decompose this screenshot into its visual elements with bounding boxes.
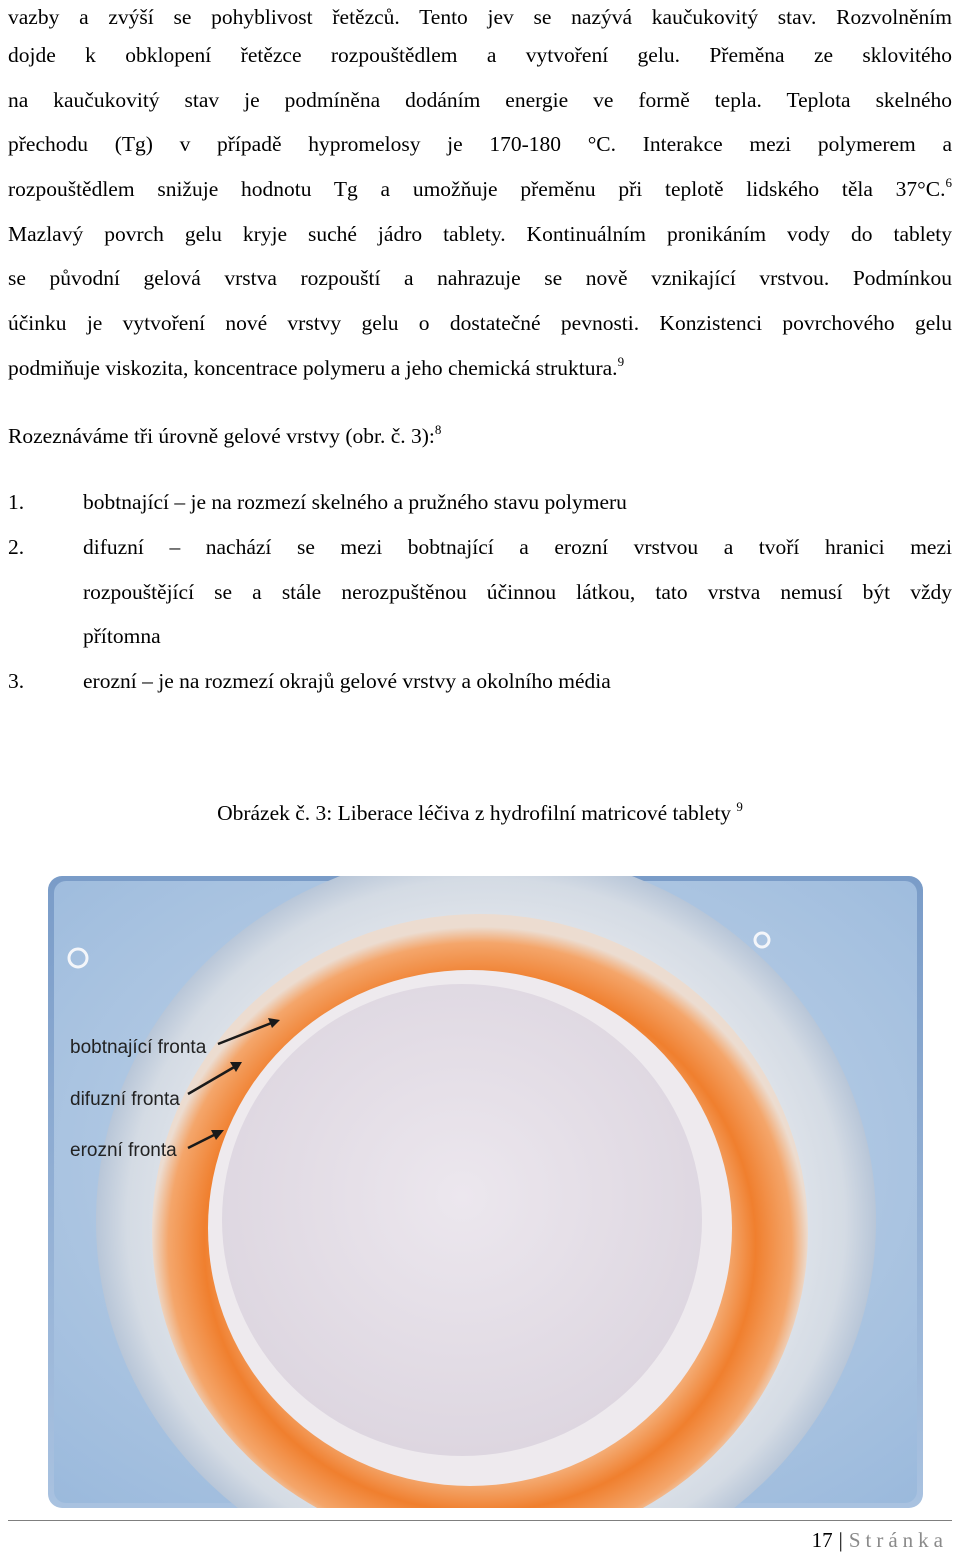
label-erosion-front: erozní fronta bbox=[70, 1140, 177, 1161]
paragraph-line-9 bbox=[8, 353, 952, 383]
paragraph-line-2: dojde k obklopení řetězce rozpouštědlem a vytvoření gelu. Přeměna ze sklovitého bbox=[8, 43, 952, 67]
list-item-2-line-1: difuzní – nachází se mezi bobtnající a erozní vrstvou a tvoří hranici mezi bbox=[83, 535, 952, 559]
reference-6: 6 bbox=[945, 175, 952, 190]
list-item-1: bobtnající – je na rozmezí skelného a pružného stavu polymeru bbox=[83, 490, 627, 514]
paragraph-line-9-text: podmiňuje viskozita, koncentrace polymeru a jeho chemická struktura. bbox=[8, 356, 618, 380]
paragraph-line-3: na kaučukovitý stav je podmíněna dodáním energie ve formě tepla. Teplota skelného bbox=[8, 88, 952, 112]
diffusion-arrowhead bbox=[230, 1062, 242, 1072]
paragraph-line-5 bbox=[8, 174, 952, 204]
list-number-1: 1. bbox=[8, 490, 25, 514]
tablet-figure bbox=[48, 876, 923, 1508]
figure-caption-reference: 9 bbox=[736, 799, 743, 814]
page-footer bbox=[812, 1526, 948, 1554]
paragraph-line-4: přechodu (Tg) v případě hypromelosy je 170-180 °C. Interakce mezi polymerem a bbox=[8, 132, 952, 156]
gel-layers-intro-text: Rozeznáváme tři úrovně gelové vrstvy (obr. č. 3): bbox=[8, 424, 435, 448]
paragraph-line-5-text: rozpouštědlem snižuje hodnotu Tg a umožňuje přeměnu při teplotě lidského těla 37°C. bbox=[8, 177, 946, 201]
figure-annotations bbox=[48, 876, 923, 1508]
paragraph-line-6: Mazlavý povrch gelu kryje suché jádro tablety. Kontinuálním pronikáním vody do tablety bbox=[8, 222, 952, 246]
footer-divider bbox=[8, 1520, 952, 1521]
footer-separator: | bbox=[838, 1528, 843, 1552]
figure-caption bbox=[0, 798, 960, 828]
footer-label: Stránka bbox=[848, 1528, 948, 1552]
label-diffusion-front: difuzní fronta bbox=[70, 1089, 180, 1110]
label-swelling-front: bobtnající fronta bbox=[70, 1037, 207, 1058]
paragraph-line-8: účinku je vytvoření nové vrstvy gelu o dostatečné pevnosti. Konzistenci povrchového gelu bbox=[8, 311, 952, 335]
paragraph-line-1: vazby a zvýší se pohyblivost řetězců. Tento jev se nazývá kaučukovitý stav. Rozvolněním bbox=[8, 5, 952, 29]
figure-caption-text: Obrázek č. 3: Liberace léčiva z hydrofilní matricové tablety bbox=[217, 801, 732, 825]
list-number-3: 3. bbox=[8, 669, 25, 693]
reference-9: 9 bbox=[617, 354, 625, 369]
reference-8: 8 bbox=[434, 422, 442, 437]
list-item-2-line-3: přítomna bbox=[83, 624, 161, 648]
list-number-2: 2. bbox=[8, 535, 25, 559]
gel-layers-intro bbox=[8, 421, 952, 451]
paragraph-line-7: se původní gelová vrstva rozpouští a nahrazuje se nově vznikající vrstvou. Podmínkou bbox=[8, 266, 952, 290]
page-number: 17 bbox=[811, 1528, 833, 1552]
list-item-2-line-2: rozpouštějící se a stále nerozpuštěnou účinnou látkou, tato vrstva nemusí být vždy bbox=[83, 580, 952, 604]
list-item-3: erozní – je na rozmezí okrajů gelové vrstvy a okolního média bbox=[83, 669, 611, 693]
erosion-arrow bbox=[188, 1134, 216, 1148]
diffusion-arrow bbox=[188, 1066, 236, 1094]
swelling-arrow bbox=[218, 1022, 274, 1044]
